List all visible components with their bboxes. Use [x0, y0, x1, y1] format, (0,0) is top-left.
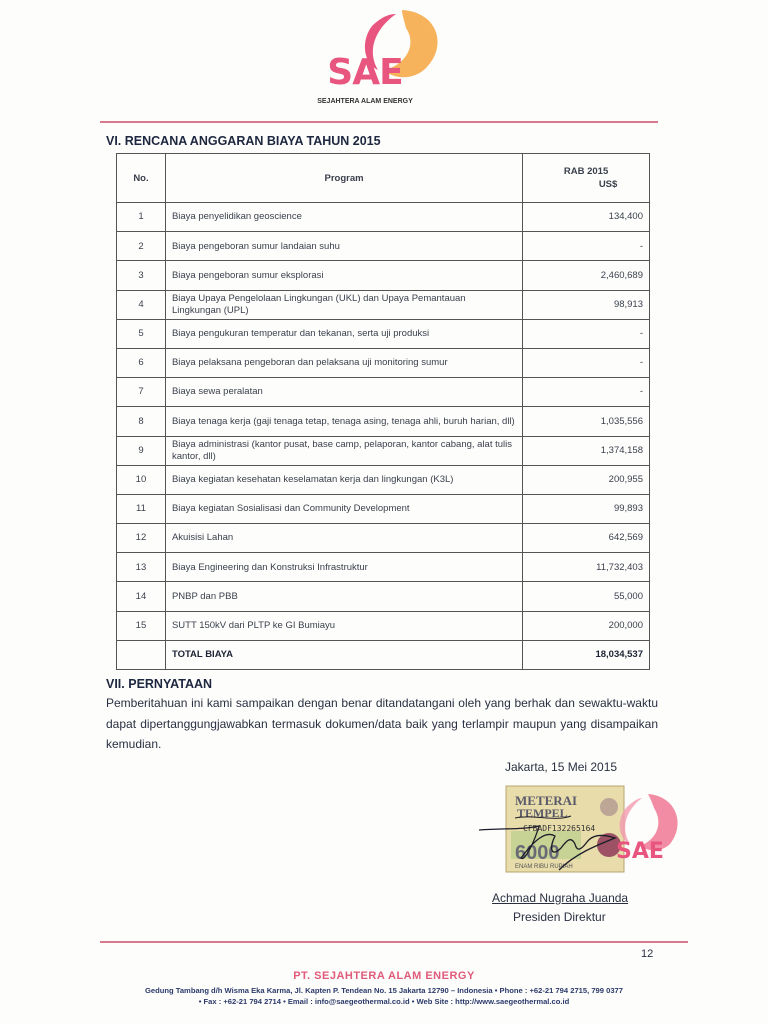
header-program: Program [165, 154, 522, 203]
row-program: SUTT 150kV dari PLTP ke GI Bumiayu [165, 611, 522, 640]
table-header-row [117, 154, 650, 203]
row-rab: 642,569 [523, 524, 650, 553]
place-date: Jakarta, 15 Mei 2015 [505, 760, 618, 774]
signer-title: Presiden Direktur [513, 910, 606, 924]
header-rab [523, 154, 650, 203]
row-rab: 1,035,556 [523, 407, 650, 436]
row-rab: 200,955 [523, 465, 650, 494]
row-program: PNBP dan PBB [165, 582, 522, 611]
table-row [117, 582, 650, 611]
total-empty-cell [117, 640, 166, 669]
row-no: 12 [117, 524, 166, 553]
row-rab: 98,913 [523, 290, 650, 319]
row-no: 5 [117, 319, 166, 348]
total-label: TOTAL BIAYA [165, 640, 522, 669]
budget-table [116, 153, 650, 670]
stamp-value: 6000 [515, 842, 560, 864]
header-no: No. [117, 154, 166, 203]
total-value: 18,034,537 [523, 640, 650, 669]
table-row [117, 290, 650, 319]
logo-subtitle: SEJAHTERA ALAM ENERGY [317, 98, 413, 105]
table-row [117, 203, 650, 232]
row-program: Biaya pengeboran sumur eksplorasi [165, 261, 522, 290]
stamp-serial: CFBADF132265164 [523, 824, 596, 833]
row-no: 7 [117, 378, 166, 407]
table-row [117, 407, 650, 436]
stamp-line2: TEMPEL [517, 806, 568, 820]
header-divider [100, 121, 658, 123]
row-rab: 200,000 [523, 611, 650, 640]
row-rab: - [523, 232, 650, 261]
row-rab: 134,400 [523, 203, 650, 232]
row-no: 3 [117, 261, 166, 290]
table-row [117, 494, 650, 523]
row-program: Biaya pengeboran sumur landaian suhu [165, 232, 522, 261]
row-rab: 2,460,689 [523, 261, 650, 290]
row-no: 10 [117, 465, 166, 494]
seal-text: SAE [616, 839, 664, 864]
row-rab: 1,374,158 [523, 436, 650, 465]
stamp-caption: ENAM RIBU RUPIAH [515, 864, 573, 870]
footer-divider [100, 941, 688, 943]
row-program: Biaya Upaya Pengelolaan Lingkungan (UKL) dan Upaya Pemantauan Lingkungan (UPL) [165, 290, 522, 319]
header-rab-label: RAB 2015 [563, 166, 609, 177]
row-program: Biaya pelaksana pengeboran dan pelaksana uji monitoring sumur [165, 348, 522, 377]
signature-scribble [475, 800, 635, 880]
row-program: Biaya Engineering dan Konstruksi Infrastruktur [165, 553, 522, 582]
total-row [117, 640, 650, 669]
table-row [117, 465, 650, 494]
logo-text: SAE [327, 52, 403, 93]
table-row [117, 553, 650, 582]
signer-name: Achmad Nugraha Juanda [492, 891, 629, 905]
row-no: 1 [117, 203, 166, 232]
row-rab: 99,893 [523, 494, 650, 523]
row-program: Biaya tenaga kerja (gaji tenaga tetap, tenaga asing, tenaga ahli, buruh harian, dll) [165, 407, 522, 436]
row-program: Biaya penyelidikan geoscience [165, 203, 522, 232]
table-row [117, 524, 650, 553]
footer-address: Gedung Tambang d/h Wisma Eka Karma, Jl. Kapten P. Tendean No. 15 Jakarta 12790 – Indonesia • Phone : +62-21 794 2715, 799 0377 [144, 986, 624, 995]
row-program: Biaya sewa peralatan [165, 378, 522, 407]
table-row [117, 348, 650, 377]
table-row [117, 319, 650, 348]
row-no: 6 [117, 348, 166, 377]
header-rab-unit: US$ [598, 179, 618, 190]
row-program: Biaya pengukuran temperatur dan tekanan, serta uji produksi [165, 319, 522, 348]
table-row [117, 436, 650, 465]
row-rab: - [523, 378, 650, 407]
footer-contact: • Fax : +62-21 794 2714 • Email : info@saegeothermal.co.id • Web Site : http://www.saegeothermal.co.id [198, 997, 570, 1006]
row-no: 9 [117, 436, 166, 465]
table-row [117, 232, 650, 261]
row-rab: - [523, 348, 650, 377]
table-row [117, 261, 650, 290]
table-row [117, 378, 650, 407]
row-no: 11 [117, 494, 166, 523]
page-number: 12 [641, 948, 654, 960]
company-logo [310, 6, 460, 110]
row-no: 8 [117, 407, 166, 436]
row-no: 4 [117, 290, 166, 319]
footer-company: PT. SEJAHTERA ALAM ENERGY [293, 970, 475, 982]
table-row [117, 611, 650, 640]
statement-text: Pemberitahuan ini kami sampaikan dengan benar ditandatangani oleh yang berhak dan sewaktu-waktu dapat dipertanggungjawabkan termasuk dokumen/data baik yang terlampir maupun yang disampaikan kemudian. [106, 696, 658, 751]
row-program: Biaya kegiatan kesehatan keselamatan kerja dan lingkungan (K3L) [165, 465, 522, 494]
row-no: 13 [117, 553, 166, 582]
section7-title: VII. PERNYATAAN [106, 677, 213, 691]
row-program: Akuisisi Lahan [165, 524, 522, 553]
row-program: Biaya administrasi (kantor pusat, base camp, pelaporan, kantor cabang, alat tulis kantor, dll) [165, 436, 522, 465]
row-no: 15 [117, 611, 166, 640]
row-no: 2 [117, 232, 166, 261]
row-rab: - [523, 319, 650, 348]
row-program: Biaya kegiatan Sosialisasi dan Community Development [165, 494, 522, 523]
section6-title: VI. RENCANA ANGGARAN BIAYA TAHUN 2015 [106, 134, 381, 148]
row-no: 14 [117, 582, 166, 611]
stamp-line1: METERAI [515, 793, 578, 808]
row-rab: 11,732,403 [523, 553, 650, 582]
row-rab: 55,000 [523, 582, 650, 611]
